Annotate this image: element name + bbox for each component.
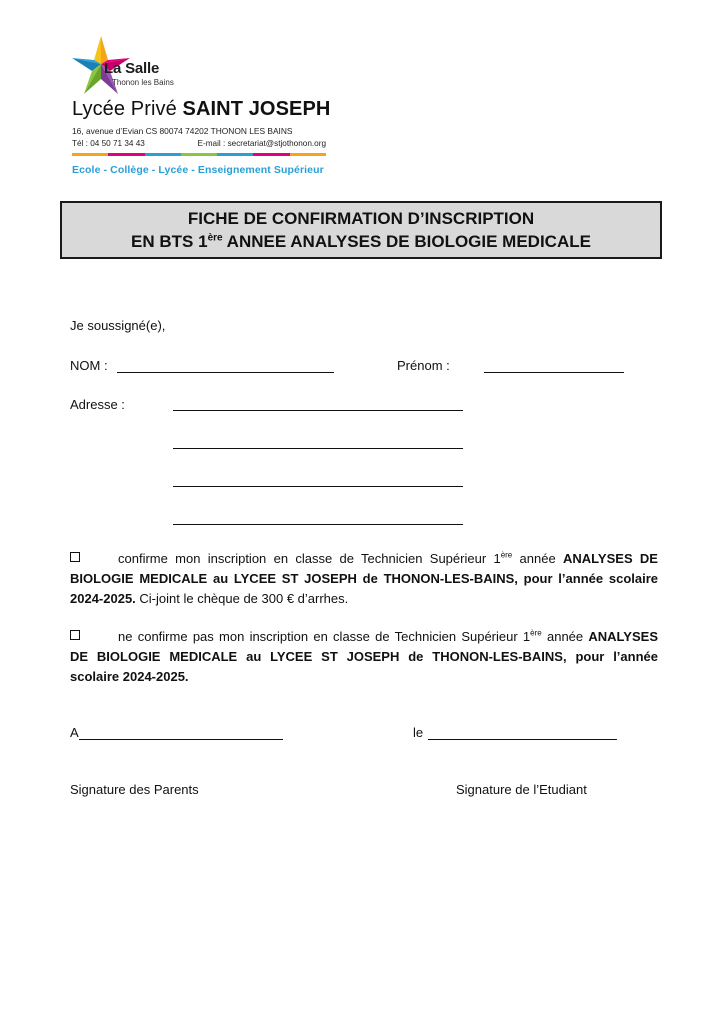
prenom-field-line[interactable] [484, 372, 624, 373]
school-email: E-mail : secretariat@stjothonon.org [197, 139, 326, 148]
signature-parents-label: Signature des Parents [70, 782, 199, 797]
nom-field-line[interactable] [117, 372, 334, 373]
school-name [72, 98, 330, 121]
option-decline-bold: ANALYSES DE BIOLOGIE MEDICALE au LYCEE ST JOSEPH de THONON-LES-BAINS, pour l’année scolaire 2024-2025. [70, 629, 658, 684]
option-confirm-bold: ANALYSES DE BIOLOGIE MEDICALE au LYCEE ST JOSEPH de THONON-LES-BAINS, pour l’année scolaire 2024-2025. [70, 551, 658, 606]
nom-label: NOM : [70, 358, 108, 373]
confirm-checkbox[interactable] [70, 552, 80, 562]
school-prefix: Lycée Privé [72, 98, 177, 120]
color-bar-segment [181, 153, 217, 156]
color-bar-segment [108, 153, 144, 156]
option-decline-text-b: année [541, 629, 589, 644]
option-decline [70, 627, 658, 687]
option-confirm-text-a: confirme mon inscription en classe de Technicien Supérieur 1 [118, 551, 501, 566]
color-bar-segment [145, 153, 181, 156]
title-line-1: FICHE DE CONFIRMATION D’INSCRIPTION [187, 209, 535, 228]
adresse-field-line-2[interactable] [173, 448, 463, 449]
intro-text: Je soussigné(e), [70, 318, 166, 333]
color-bar-segment [72, 153, 108, 156]
title-line-2-sup: ère [207, 232, 223, 244]
option-confirm-sup: ère [500, 550, 513, 560]
decline-checkbox[interactable] [70, 630, 80, 640]
option-decline-text-a: ne confirme pas mon inscription en classe de Technicien Supérieur 1 [118, 629, 531, 644]
title-line-2 [131, 230, 591, 253]
place-field-line[interactable] [79, 739, 283, 740]
option-confirm-text-b: année [512, 551, 564, 566]
adresse-field-line-3[interactable] [173, 486, 463, 487]
adresse-label: Adresse : [70, 397, 125, 412]
title-line-2-a: EN BTS 1 [131, 232, 208, 251]
color-bar-segment [253, 153, 289, 156]
brand-color-bar [72, 153, 326, 156]
school-phone: Tél : 04 50 71 34 43 [72, 139, 145, 148]
prenom-label: Prénom : [397, 358, 450, 373]
school-levels: Ecole - Collège - Lycée - Enseignement Supérieur [72, 164, 324, 176]
form-title-box [60, 201, 662, 259]
date-field-line[interactable] [428, 739, 617, 740]
date-label: le [413, 725, 424, 740]
adresse-field-line-4[interactable] [173, 524, 463, 525]
brand-name: La Salle [104, 60, 160, 77]
brand-city: Thonon les Bains [112, 78, 174, 87]
signature-student-label: Signature de l’Etudiant [456, 782, 587, 797]
place-label: A [70, 725, 79, 740]
school-address: 16, avenue d’Evian CS 80074 74202 THONON LES BAINS [72, 126, 293, 136]
color-bar-segment [290, 153, 326, 156]
school-name-bold: SAINT JOSEPH [182, 98, 331, 120]
adresse-field-line-1[interactable] [173, 410, 463, 411]
option-confirm [70, 549, 658, 609]
color-bar-segment [217, 153, 253, 156]
option-decline-sup: ère [530, 628, 542, 638]
option-confirm-text-c: Ci-joint le chèque de 300 € d’arrhes. [135, 591, 349, 606]
title-line-2-b: ANNEE ANALYSES DE BIOLOGIE MEDICALE [222, 232, 591, 251]
